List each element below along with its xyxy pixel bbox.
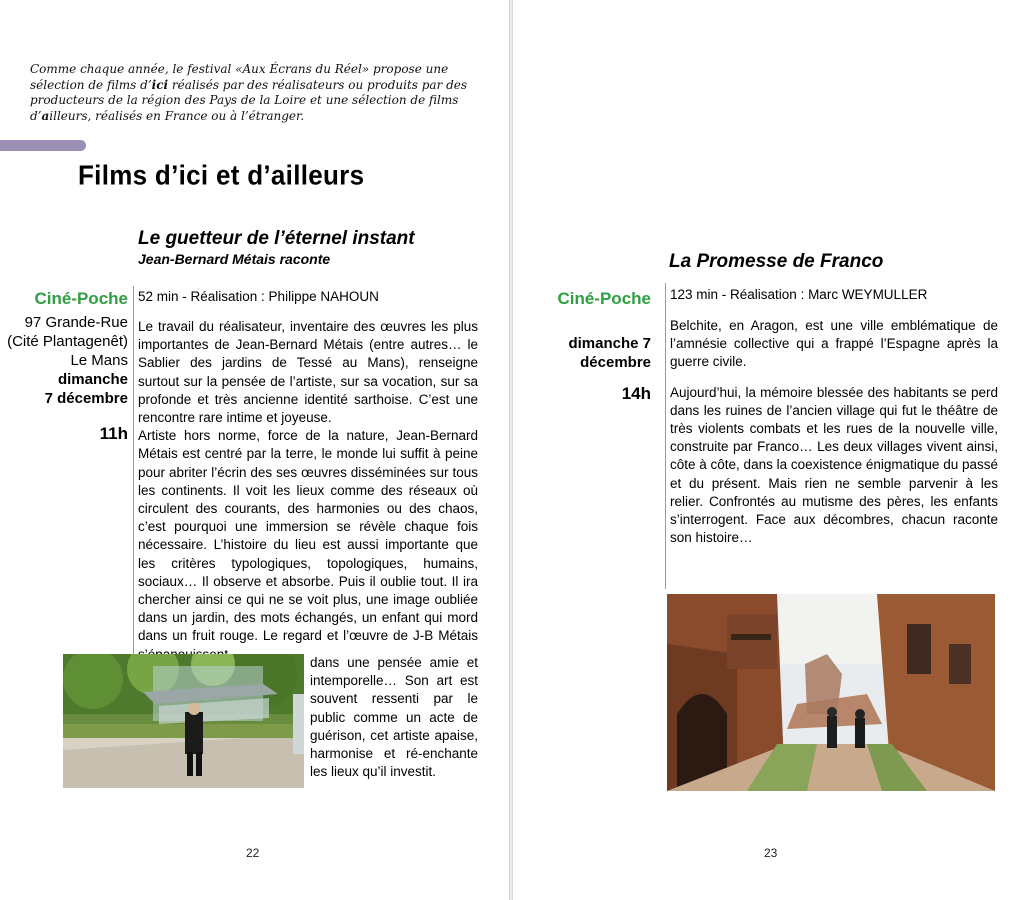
film-photo-belchite bbox=[667, 594, 995, 791]
screening-time: 14h bbox=[621, 384, 651, 403]
film-photo-metais bbox=[63, 654, 304, 788]
description-paragraph-1: Le travail du réalisateur, inventaire des œuvres les plus importantes de Jean-Bernard Métais (entre autres… le Sablier des jardins de Tessé au Mans), renseigne surtout sur la pensée de l’artiste, sur sa vocation, sur sa profonde et très ancienne identité sarthoise. C’est une rencontre rare intime et joyeuse. bbox=[138, 319, 478, 426]
intro-text-2: réalisés par des réalisateurs ou produits par des producteurs de la région des Pays de la Loire et une sélection de films d’ bbox=[30, 77, 468, 123]
column-divider bbox=[133, 286, 134, 656]
film-description bbox=[138, 318, 478, 664]
film-meta: 52 min - Réalisation : Philippe NAHOUN bbox=[138, 289, 379, 304]
description-paragraph-2: Aujourd’hui, la mémoire blessée des habitants se perd dans les ruines de l’ancien village qui fut le théâtre de très violents combats et les rues de la nouvelle ville, construite par Franco… Les deux villages vivent ainsi, côte à côte, dans la coexistence énigmatique du passé et du présent. Mais rien ne semble parvenir à les relier. Confrontés au mutisme des pères, les enfants s’interrogent. Face aux décombres, chacun raconte son histoire… bbox=[670, 384, 998, 546]
venue-address-2: (Cité Plantagenêt) bbox=[7, 333, 128, 350]
page-number: 23 bbox=[764, 846, 778, 860]
intro-bold-a: a bbox=[41, 108, 50, 123]
venue-name: Ciné-Poche bbox=[34, 289, 128, 308]
ruined-village-image bbox=[667, 594, 995, 791]
screening-info bbox=[531, 288, 651, 403]
left-page bbox=[0, 0, 509, 900]
description-paragraph-2: Artiste hors norme, force de la nature, Jean-Bernard Métais est centré par la terre, le monde lui suffit à peine pour abriter l’écrin des ses œuvres disséminées sur tous les continents. Il voit les lieux comme des réseaux où circulent des courants, des harmonies ou des chaos, c’est pourquoi une immersion se révèle chaque fois nécessaire. L’histoire du lieu est aussi importante que les critères typologiques, topologiques, humains, sociaux… Il observe et absorbe. Puis il oublie tout. Il ira chercher ainsi ce qui ne se voit plus, une image oubliée dans un jardin, des mots échangés, un enfant qui mord dans un fruit rouge. Le regard et l’œuvre de J-B Métais bbox=[138, 428, 478, 644]
intro-bold-ici: ici bbox=[151, 77, 169, 92]
screening-date: 7 décembre bbox=[44, 390, 128, 407]
description-paragraph-1: Belchite, en Aragon, est une ville emblématique de l’amnésie collective qui a frappé l’Espagne après la guerre civile. bbox=[670, 318, 998, 370]
film-subtitle: Jean-Bernard Métais raconte bbox=[138, 251, 331, 267]
venue-name: Ciné-Poche bbox=[557, 289, 651, 308]
accent-bar bbox=[0, 140, 86, 151]
screening-time: 11h bbox=[99, 424, 128, 443]
film-description bbox=[670, 317, 998, 547]
screening-day: dimanche 7 bbox=[568, 335, 651, 352]
film-title: Le guetteur de l’éternel instant bbox=[138, 228, 415, 249]
intro-text-3: illeurs, réalisés en France ou à l’étranger. bbox=[49, 108, 305, 123]
film-description-continued bbox=[310, 654, 478, 781]
venue-city: Le Mans bbox=[70, 352, 128, 369]
film-meta: 123 min - Réalisation : Marc WEYMULLER bbox=[670, 287, 928, 302]
intro-text-1: Comme chaque année, le festival «Aux Écrans du Réel» propose une sélection de films d’ bbox=[30, 62, 449, 92]
section-title: Films d’ici et d’ailleurs bbox=[78, 158, 365, 192]
column-divider bbox=[665, 283, 666, 589]
screening-date: décembre bbox=[580, 354, 651, 371]
description-paragraph-3: dans une pensée amie et intemporelle… Son art est souvent ressenti par le public comme un acte de guérison, cet artiste apaise, harmonise et ré-enchante les lieux qu’il investit. bbox=[310, 655, 478, 780]
film-title: La Promesse de Franco bbox=[669, 251, 884, 272]
garden-pavilion-image bbox=[63, 654, 304, 788]
page-number: 22 bbox=[246, 846, 260, 860]
venue-address-1: 97 Grande-Rue bbox=[24, 314, 128, 331]
screening-info bbox=[0, 288, 128, 443]
right-page bbox=[513, 0, 1030, 900]
screening-day: dimanche bbox=[57, 371, 128, 388]
intro-paragraph bbox=[30, 62, 480, 124]
